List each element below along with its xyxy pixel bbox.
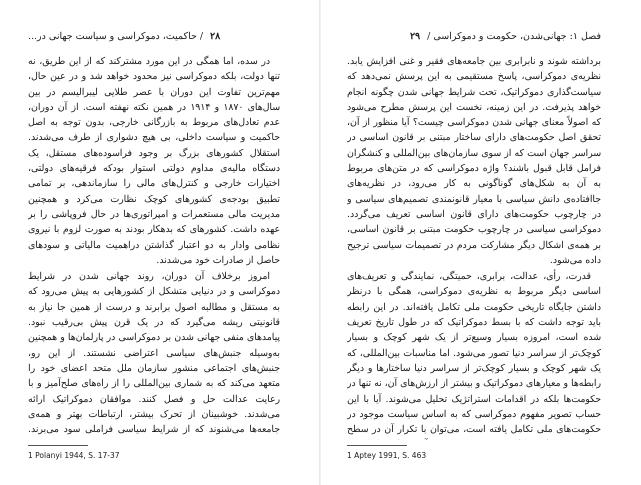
left-body-text bbox=[28, 54, 280, 438]
right-page-number: ٢٩ bbox=[409, 31, 421, 42]
left-footnote: 1 Polanyi 1944, S. 17-37 bbox=[28, 451, 120, 460]
left-footnote-rule bbox=[28, 445, 88, 446]
left-page-number: ٢٨ bbox=[210, 31, 221, 42]
left-head-separator: / bbox=[199, 31, 204, 42]
right-running-head bbox=[347, 30, 601, 44]
right-running-head-title: فصل ۱: جهانی‌شدن، حکومت و دموکراسی bbox=[433, 31, 601, 42]
right-body-text bbox=[347, 54, 601, 440]
right-page bbox=[321, 0, 641, 485]
right-footnote: 1 Aptey 1991, S. 463 bbox=[347, 451, 427, 460]
left-paragraph-1: در سده، اما همگی در این مورد مشترکند که از این طریق، نه تنها دولت، بلکه دموکراسی نیز محدود خواهد شد و در عین حال، مهم‌ترین تفاوت این دوران با عصر طلایی لیبرالیسم در بین سال‌های ۱۸۷۰ و ۱۹۱۴ در همین نکته نهفته است. از آن دوران، عدم تعادل‌های مربوط به بازرگانی خارجی، بدون توجه به اصل حاکمیت و سیاست داخلی، بی هیچ دشواری از طرف می‌شدند. استقلال کشورهای بزرگ بر وجود فراسوده‌های مستقل، یک دستگاه مالیه‌ی مداوم دولتی استوار بودکه فرقیه‌های دولتی، اختیارات خارجی و کنترل‌های مالی را سازماندهی، بر تمامی تطبیق بودجه‌ی کشورهای کوچک نظارت می‌کرد و همچنین مدیریت مالی مستعمرات و امپراتوری‌ها در حال فروپاشی را بر عهده داشت. کشورهای که بدهکار بودند به صورت لزوم با نیروی نظامی وادار به دو اعتبار گذاشتن دراهمیت مالیاتی و سودهای حاصل از صادرات خود می‌شدند. bbox=[28, 56, 280, 266]
right-paragraph-2: قدرت، رأی، عدالت، برابری، حمیتگی، نمایندگی و تعریف‌های اساسی دیگر مربوط به نظریه‌ی دموکراسی، همگی با درنظر داشتن جایگاه تاریخی حکومت ملی تکامل یافته‌اند. در این رابطه باید توجه داشت که با بسط دموکراتیک که در طول تاریخ تعریف شده است، امروزه بسیار وسیع‌تر از یک شهر کوچک و بسیار کوچک‌تر از سراسر دنیا تصور می‌شود. اما مناسبات بین‌المللی، که یک شهر کوچک و بسیار کوچک‌تر از سراسر دنیا ساختارها و دیگر رابطه‌ها و معیارهای دموکراتیک و بیشتر از ارزش‌های آن، نه تنها در حکومت‌ها بلکه در اقدامات استراتژیک تحلیل می‌شوند. آیا با این حساب تصویر مفهوم دموکراسی که به اساس سیاست موجود در حکومت‌های ملی تکامل یافته است، می‌توان با تکرار آن در سطح bbox=[347, 271, 601, 436]
left-page bbox=[0, 0, 319, 485]
right-paragraph-1: برداشته شوند و نابرابری بین جامعه‌های فقیر و غنی افزایش یابد. نظریه‌ی دموکراسی، پاسخ مستقیمی به این پرسش نمی‌دهد که سیاست‌گذاری دموکراتیک، تحت شرایط جهانی شدن چگونه انجام خواهد پذیرفت. در این زمینه، نخست این پرسش مطرح می‌شود که اصولاً معنای جهانی شدن دموکراسی چیست؟ آیا منظور از آن، تحقق اصل حکومت‌های دارای ساختار مبتنی بر قانون اساسی در سراسر جهان است که از سوی سازمان‌های بین‌المللی و کنشگران فرامل قابل قبول باشند؟ واژه دموکراسی که در متن‌های مربوط به آن به شکل‌های گوناگونی به کار می‌رود، در نظریه‌های جاافتاده‌ی دانش سیاسی با معیار قانونمندی تصمیم‌های سیاسی و در چارچوب حکومت‌های دارای قانون اساسی تعریف می‌گردد. دموکراسی سیاسی در چارچوب حکومت مبتنی بر قانون اساسی، بر همه‌ی اشکال دیگر مشارکت مردم در تصمیمات سیاسی ترجیح داده می‌شود. bbox=[347, 56, 601, 266]
left-paragraph-2: امروز برخلاف آن دوران، روند جهانی شدن در شرایط دموکراسی و در دنیایی متشکل از کشورهایی به پیش می‌رود که به مستقل و مطالبه اصول برابرند و درست از همین جا نیاز به قانونیتی ریشه می‌گیرد که در یک قرن پیش بی‌رقیب نبود. پیامدهای منفی جهانی شدن بر دموکراسی در پارلمان‌ها و همچنین به‌وسیله جنبش‌های سیاسی اعتراضی نشستند. از این رو، جنبش‌های اجتماعی منشور سازمان ملل متحد اعضای خود را متعهد می‌کند که به شماری بین‌المللی را از راه‌های صلح‌آمیز و با رعایت عدالت حل و فصل کنند. موافقان دموکراتیک ارائه می‌شدند. خوشبینان از تحرک بیشتر، ارتباطات بهتر و همه‌ی جامعه‌ها می‌شنوند که از شرایط سیاسی فراملی سود می‌برند. bbox=[28, 271, 280, 436]
left-running-head-title: حاکمیت، دموکراسی و سیاست جهانی در... bbox=[28, 31, 197, 42]
right-head-separator: / bbox=[427, 31, 431, 42]
left-running-head bbox=[28, 30, 280, 44]
right-footnote-rule bbox=[347, 445, 407, 446]
